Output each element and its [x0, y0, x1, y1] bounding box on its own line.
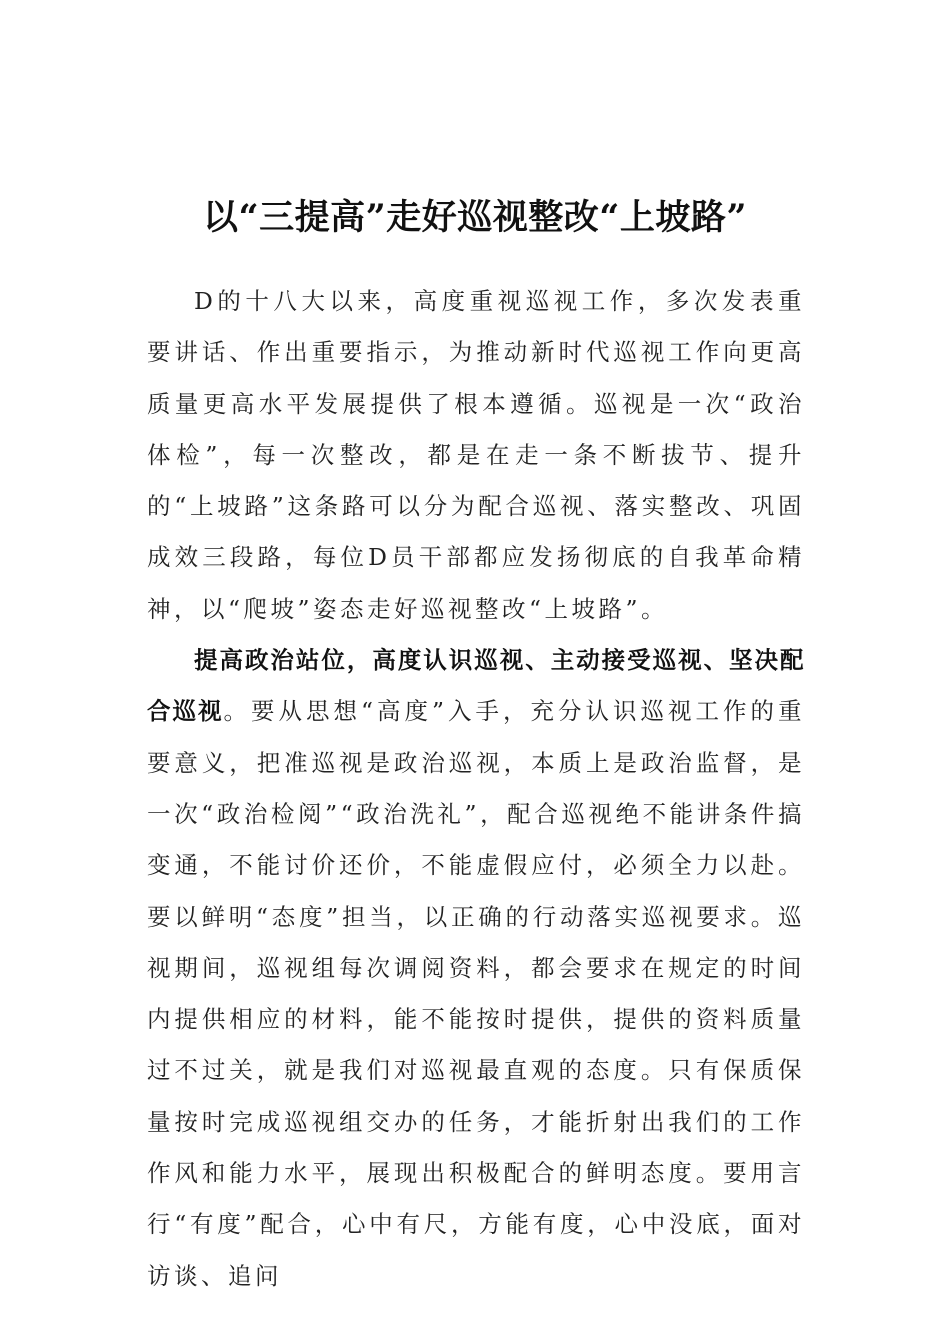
paragraph-text: 。要从思想“高度”入手，充分认识巡视工作的重要意义，把准巡视是政治巡视，本质上是政治监督，是一次“政治检阅”“政治洗礼”，配合巡视绝不能讲条件搞变通，不能讨价还价，不能虚假应付，必须全力以赴。要以鲜明“态度”担当，以正确的行动落实巡视要求。巡视期间，巡视组每次调阅资料，都会要求在规定的时间内提供相应的材料，能不能按时提供，提供的资料质量过不过关，就是我们对巡视最直观的态度。只有保质保量按时完成巡视组交办的任务，才能折射出我们的工作作风和能力水平，展现出积极配合的鲜明态度。要用言行“有度”配合，心中有尺，方能有度，心中没底，面对访谈、追问	[147, 697, 805, 1290]
paragraph-intro	[147, 276, 805, 635]
paragraph-political-stance	[147, 635, 805, 1302]
paragraph-lead: 提高政治站位，高度认识巡视、主动接受巡视、坚决配合巡视	[147, 646, 805, 726]
document-title: 以“三提高”走好巡视整改“上坡路”	[202, 197, 748, 239]
paragraph-text: D的十八大以来，高度重视巡视工作，多次发表重要讲话、作出重要指示，为推动新时代巡视工作向更高质量更高水平发展提供了根本遵循。巡视是一次“政治体检”，每一次整改，都是在走一条不断拔节、提升的“上坡路”这条路可以分为配合巡视、落实整改、巩固成效三段路，每位D员干部都应发扬彻底的自我革命精神，以“爬坡”姿态走好巡视整改“上坡路”。	[147, 287, 805, 623]
document-body	[147, 276, 805, 1302]
